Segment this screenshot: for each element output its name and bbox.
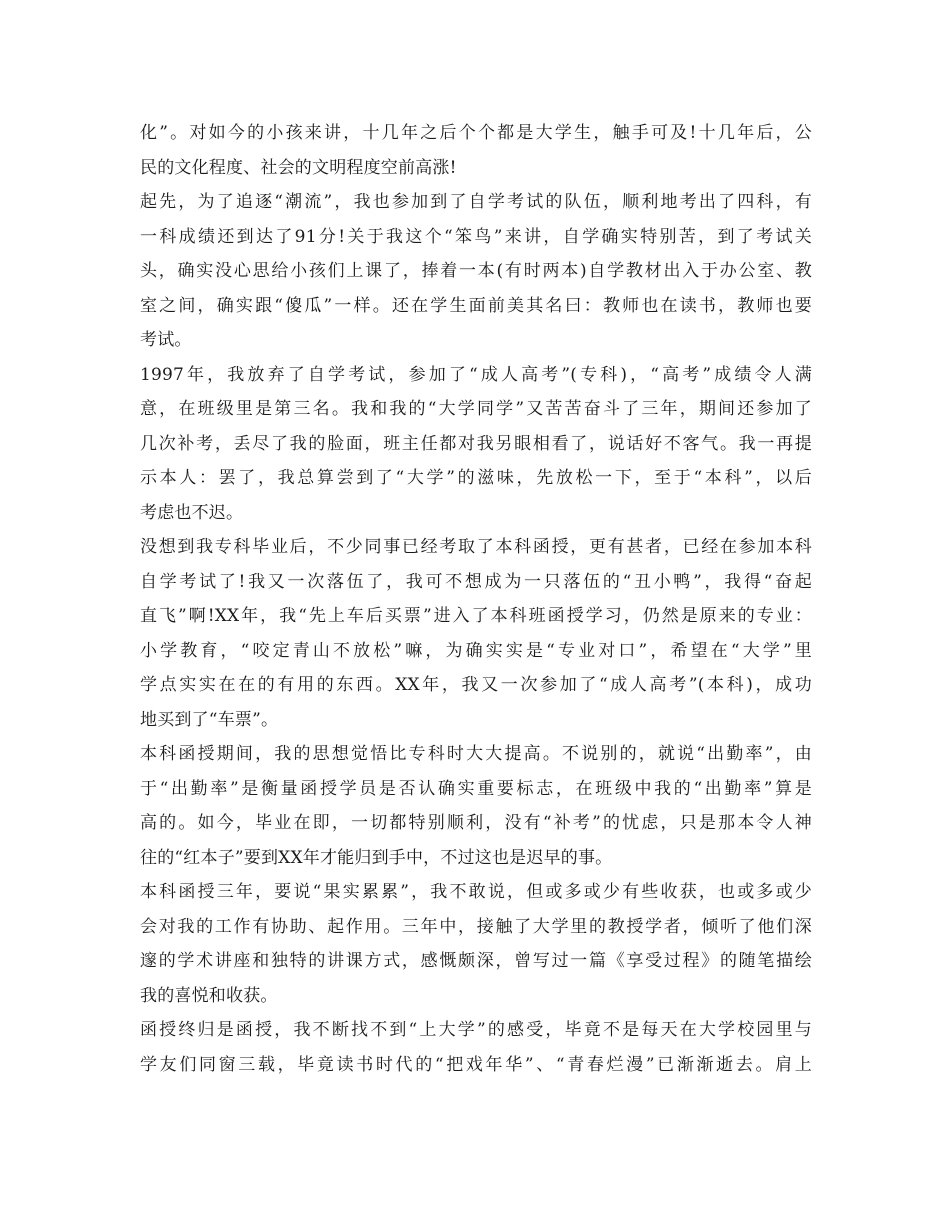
text-line: 1997年，我放弃了自学考试，参加了“成人高考”(专科)，“高考”成绩令人满 — [140, 364, 812, 385]
text-line: 化”。对如今的小孩来讲，十几年之后个个都是大学生，触手可及!十几年后，公 — [140, 123, 812, 143]
text-line: 民的文化程度、社会的文明程度空前高涨! — [140, 157, 457, 178]
text-line: 意，在班级里是第三名。我和我的“大学同学”又苦苦奋斗了三年，期间还参加了 — [140, 399, 812, 419]
text-line: 起先，为了追逐“潮流”，我也参加到了自学考试的队伍，顺利地考出了四科，有 — [140, 192, 812, 212]
text-line: 考试。 — [140, 330, 192, 350]
text-line: 示本人：罢了，我总算尝到了“大学”的滋味，先放松一下，至于“本科”，以后 — [140, 468, 812, 488]
text-line: 本科函授三年，要说“果实累累”，我不敢说，但或多或少有些收获，也或多或少 — [140, 882, 812, 902]
text-line: 小学教育，“咬定青山不放松”嘛，为确实实是“专业对口”，希望在“大学”里 — [140, 640, 812, 661]
text-line: 地买到了“车票”。 — [140, 709, 279, 730]
text-line: 没想到我专科毕业后，不少同事已经考取了本科函授，更有甚者，已经在参加本科 — [140, 537, 812, 557]
text-line: 高的。如今，毕业在即，一切都特别顺利，没有“补考”的忧虑，只是那本令人神 — [140, 813, 812, 833]
text-line: 于“出勤率”是衡量函授学员是否认确实重要标志，在班级中我的“出勤率”算是 — [140, 778, 812, 799]
text-line: 一科成绩还到达了91分!关于我这个“笨鸟”来讲，自学确实特别苦，到了考试关 — [140, 226, 812, 247]
text-line: 头，确实没心思给小孩们上课了，捧着一本(有时两本)自学教材出入于办公室、教 — [140, 261, 812, 281]
text-line: 考虑也不迟。 — [140, 502, 244, 523]
text-line: 学点实实在在的有用的东西。XX年，我又一次参加了“成人高考”(本科)，成功 — [140, 675, 812, 695]
text-line: 室之间，确实跟“傻瓜”一样。还在学生面前美其名曰：教师也在读书，教师也要 — [140, 295, 812, 316]
text-line: 邃的学术讲座和独特的讲课方式，感慨颇深，曾写过一篇《享受过程》的随笔描绘 — [140, 951, 812, 971]
text-line: 几次补考，丢尽了我的脸面，班主任都对我另眼相看了，说话好不客气。我一再提 — [140, 433, 812, 454]
text-line: 直飞”啊!XX年，我“先上车后买票”进入了本科班函授学习，仍然是原来的专业： — [140, 606, 812, 626]
text-line: 我的喜悦和收获。 — [140, 985, 278, 1006]
text-line: 往的“红本子”要到XX年才能归到手中，不过这也是迟早的事。 — [140, 847, 613, 868]
document-body — [140, 116, 812, 1082]
text-line: 会对我的工作有协助、起作用。三年中，接触了大学里的教授学者，倾听了他们深 — [140, 916, 812, 937]
text-line: 学友们同窗三载，毕竟读书时代的“把戏年华”、“青春烂漫”已渐渐逝去。肩上 — [140, 1054, 812, 1075]
text-line: 本科函授期间，我的思想觉悟比专科时大大提高。不说别的，就说“出勤率”，由 — [140, 744, 812, 764]
text-line: 函授终归是函授，我不断找不到“上大学”的感受，毕竟不是每天在大学校园里与 — [140, 1020, 812, 1040]
text-line: 自学考试了!我又一次落伍了，我可不想成为一只落伍的“丑小鸭”，我得“奋起 — [140, 571, 812, 592]
